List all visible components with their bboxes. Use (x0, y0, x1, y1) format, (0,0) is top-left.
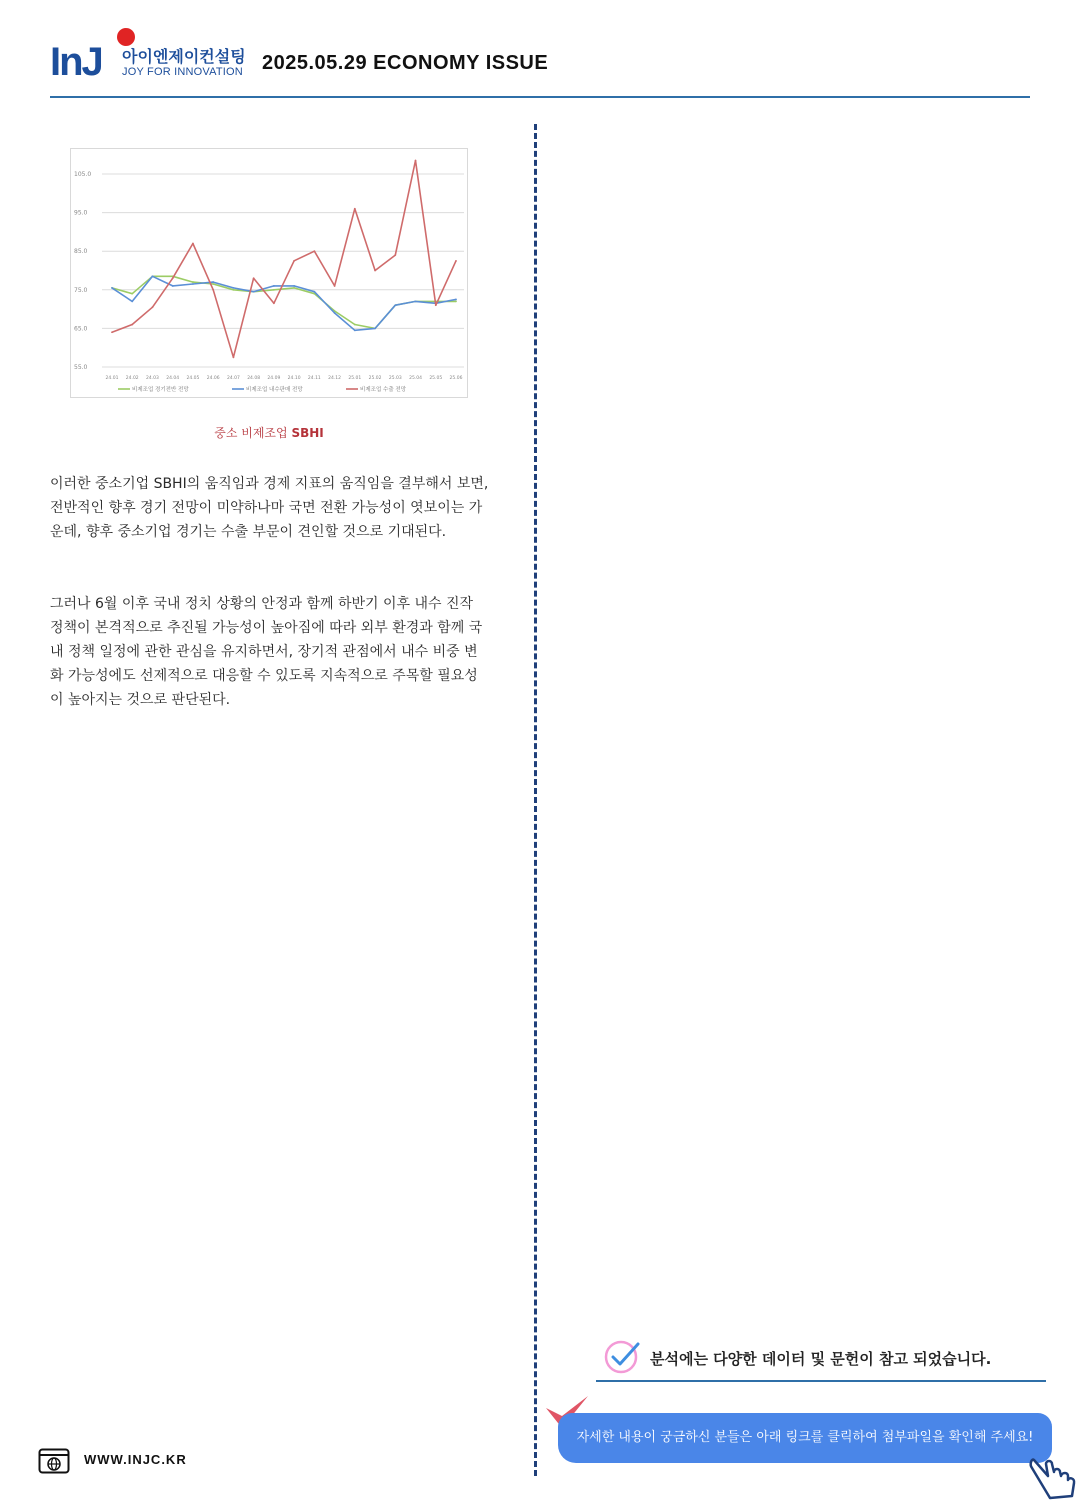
x-tick-label: 24.06 (206, 376, 220, 381)
data-point (212, 281, 214, 283)
data-point (273, 285, 275, 287)
data-point (354, 329, 356, 331)
website-link[interactable]: WWW.INJC.KR (84, 1452, 187, 1467)
x-tick-label: 24.01 (105, 376, 119, 381)
logo-mark: InJ (50, 40, 102, 84)
data-point (293, 285, 295, 287)
sbhi-chart (70, 148, 468, 398)
x-tick-label: 25.06 (449, 376, 463, 381)
data-point (111, 287, 113, 289)
data-point (394, 304, 396, 306)
data-point (212, 283, 214, 285)
data-point (293, 260, 295, 262)
column-divider (534, 124, 537, 1476)
y-tick-label: 65.0 (74, 325, 88, 333)
data-point (233, 356, 235, 358)
body-paragraph-2: 그러나 6월 이후 국내 정치 상황의 안정과 함께 하반기 이후 내수 진작 정책이 본격적으로 추진될 가능성이 높아짐에 따라 외부 환경과 함께 국내 정책 일정에 관한 관심을 유지하면서, 장기적 관점에서 내수 비중 변화 가능성에도 선제적으로 대응할 수 있도록 지속적으로 주목할 필요성이 높아지는 것으로 판단된다. (50, 596, 483, 708)
x-tick-label: 25.01 (348, 376, 362, 381)
data-point (253, 277, 255, 279)
issue-title: 2025.05.29 ECONOMY ISSUE (262, 52, 549, 74)
data-point (111, 331, 113, 333)
check-circle-icon (602, 1336, 642, 1376)
data-point (233, 287, 235, 289)
x-tick-label: 24.04 (166, 376, 180, 381)
data-point (131, 324, 133, 326)
data-point (253, 291, 255, 293)
x-tick-label: 24.10 (287, 376, 301, 381)
chart-caption-bold: SBHI (291, 426, 324, 440)
x-tick-label: 25.02 (368, 376, 382, 381)
data-point (192, 243, 194, 245)
body-paragraph-1: 이러한 중소기업 SBHI의 움직임과 경제 지표의 움직임을 결부해서 보면, 전반적인 향후 경기 전망이 미약하나마 국면 전환 가능성이 엿보이는 가운데, 향후 중소기업 경기는 수출 부문이 견인할 것으로 기대된다. (50, 476, 489, 540)
chart-caption (70, 424, 468, 441)
y-tick-label: 85.0 (74, 248, 88, 256)
data-point (313, 291, 315, 293)
legend-label: 비제조업 내수판매 전망 (246, 387, 303, 393)
page-header (50, 26, 1030, 98)
y-tick-label: 75.0 (74, 286, 88, 294)
data-point (374, 328, 376, 330)
data-point (212, 289, 214, 291)
data-point (455, 299, 457, 301)
data-point (273, 289, 275, 291)
y-tick-label: 55.0 (74, 364, 88, 371)
data-point (394, 254, 396, 256)
legend-label: 비제조업 경기전반 전망 (132, 387, 189, 393)
reference-note (596, 1334, 1046, 1384)
data-point (192, 281, 194, 283)
data-point (354, 208, 356, 210)
data-point (435, 304, 437, 306)
data-point (334, 312, 336, 314)
x-tick-label: 24.12 (328, 376, 342, 381)
data-point (152, 275, 154, 277)
logo-slogan: JOY FOR INNOVATION (122, 66, 243, 78)
attachment-link-button[interactable]: 자세한 내용이 궁금하신 분들은 아래 링크를 클릭하여 첨부파일을 확인해 주세요! (558, 1413, 1052, 1463)
logo-korean-name: 아이엔제이컨설팅 (122, 47, 246, 66)
data-point (334, 285, 336, 287)
data-point (172, 285, 174, 287)
x-tick-label: 24.11 (307, 376, 321, 381)
x-tick-label: 24.09 (267, 376, 281, 381)
data-point (172, 277, 174, 279)
x-tick-label: 25.05 (429, 376, 443, 381)
x-tick-label: 25.04 (409, 376, 422, 381)
company-logo[interactable] (50, 26, 250, 82)
y-tick-label: 95.0 (74, 209, 88, 217)
x-tick-label: 24.07 (226, 376, 240, 381)
data-point (455, 300, 457, 302)
reference-note-text: 분석에는 다양한 데이터 및 문헌이 참고 되었습니다. (650, 1350, 992, 1368)
x-tick-label: 24.05 (186, 376, 200, 381)
data-point (455, 260, 457, 262)
data-point (374, 270, 376, 272)
data-point (313, 250, 315, 252)
sbhi-chart-svg (70, 148, 468, 398)
x-tick-label: 25.03 (388, 376, 402, 381)
reference-divider (596, 1380, 1046, 1382)
hand-pointer-icon (1028, 1450, 1080, 1500)
data-point (192, 283, 194, 285)
data-point (354, 324, 356, 326)
data-point (131, 300, 133, 302)
x-tick-label: 24.08 (247, 376, 261, 381)
data-point (233, 289, 235, 291)
chart-caption-prefix: 중소 비제조업 (214, 426, 288, 440)
chart-frame (71, 149, 468, 398)
legend-label: 비제조업 수출 전망 (360, 387, 407, 393)
data-point (415, 300, 417, 302)
chart-legend (118, 385, 407, 393)
header-divider (50, 96, 1030, 98)
web-globe-icon (38, 1448, 70, 1474)
data-point (273, 302, 275, 304)
data-point (131, 293, 133, 295)
data-point (152, 306, 154, 308)
x-tick-label: 24.03 (146, 376, 159, 381)
y-tick-label: 105.0 (74, 171, 92, 178)
x-tick-label: 24.02 (125, 376, 139, 381)
data-point (293, 287, 295, 289)
data-point (415, 160, 417, 162)
